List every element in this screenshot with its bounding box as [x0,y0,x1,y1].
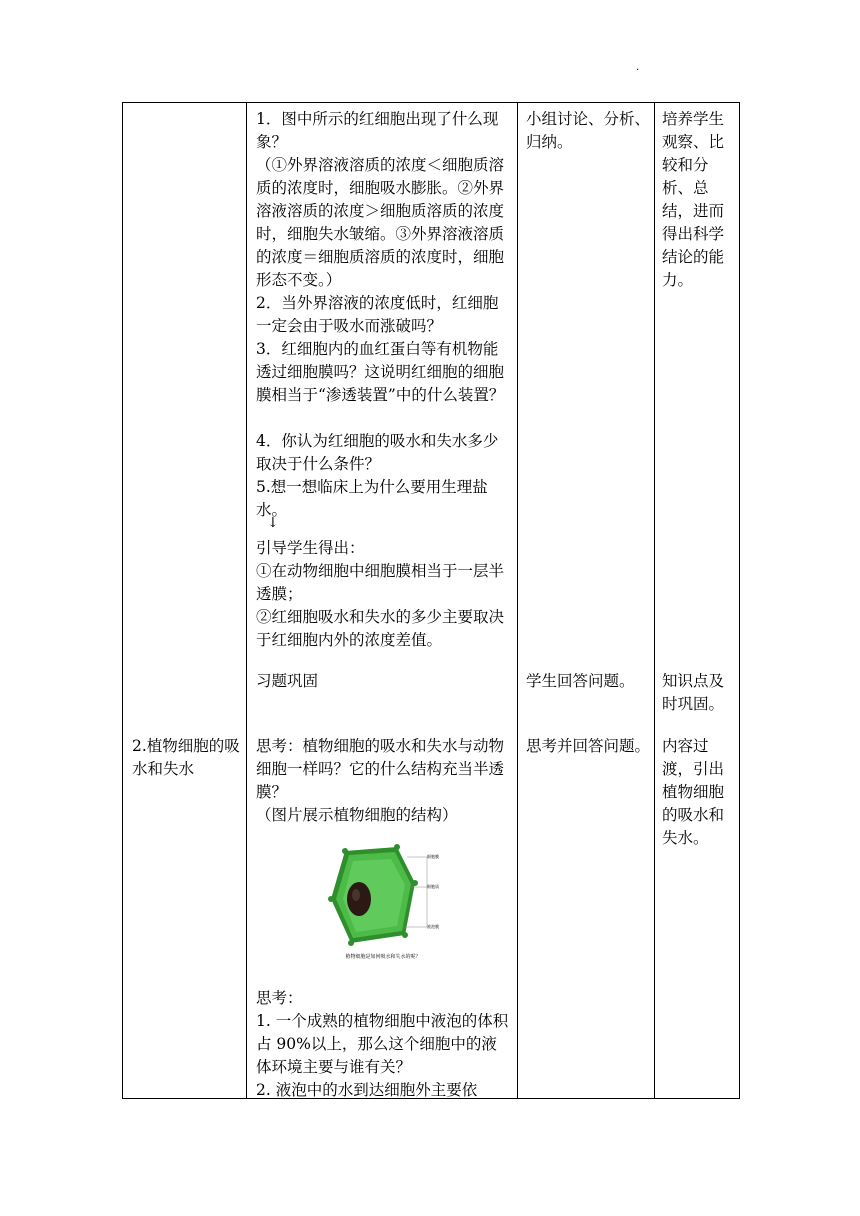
question-2: 2．当外界溶液的浓度低时，红细胞一定会由于吸水而涨破吗？ [256,294,499,335]
guide-point-1: ①在动物细胞中细胞膜相当于一层半透膜； [256,562,505,603]
student-activity-cell [518,103,655,1099]
topic-cell [123,103,247,1099]
image-note: （图片展示植物细胞的结构） [256,806,458,824]
down-arrow-icon: ↓ [267,515,279,531]
student-activity-2: 学生回答问题。 [526,672,635,690]
student-activity-3: 思考并回答问题。 [526,737,651,755]
figure-label-membrane: 细胞膜 [427,854,439,859]
topic-text: 2.植物细胞的吸水和失水 [132,737,240,778]
question-3: 3．红细胞内的血红蛋白等有机物能透过细胞膜吗？这说明红细胞的细胞膜相当于“渗透装置”中的什么装置？ [256,340,505,404]
teacher-activity-cell [247,103,518,1099]
plant-cell-figure [323,843,441,963]
figure-label-tonoplast: 液泡膜 [427,924,439,929]
question-1-answer: （①外界溶液溶质的浓度＜细胞质溶质的浓度时，细胞吸水膨胀。②外界溶液溶质的浓度＞细胞质溶质的浓度时，细胞失水皱缩。③外界溶液溶质的浓度＝细胞质溶质的浓度时，细胞形态不变。） [256,156,505,289]
guide-title: 引导学生得出： [256,539,365,557]
table-row [123,103,740,1099]
question-4: 4．你认为红细胞的吸水和失水多少取决于什么条件？ [256,432,499,473]
plant-cell-illustration [323,843,441,953]
guide-point-2: ②红细胞吸水和失水的多少主要取决于红细胞内外的浓度差值。 [256,608,505,649]
design-intent-2: 知识点及时巩固。 [662,672,725,713]
question-5: 5.想一想临床上为什么要用生理盐水。 [256,478,488,519]
plant-cell-question: 思考：植物细胞的吸水和失水与动物细胞一样吗？它的什么结构充当半透膜？ [256,737,505,801]
lesson-plan-table [122,102,740,1099]
figure-caption: 植物细胞是如何吸水和失水的呢？ [345,954,421,960]
student-activity-1: 小组讨论、分析、归纳。 [526,110,651,151]
figure-label-cytoplasm: 细胞质 [427,884,439,889]
design-intent-3: 内容过渡，引出植物细胞的吸水和失水。 [662,737,725,847]
question-1: 1．图中所示的红细胞出现了什么现象？ [256,110,499,151]
page-marker: . [636,62,640,73]
think-question-2: 2. 液泡中的水到达细胞外主要依 [256,1081,478,1099]
think-title: 思考： [256,989,303,1007]
think-question-1: 1. 一个成熟的植物细胞中液泡的体积占 90%以上，那么这个细胞中的液体环境主要与谁有关？ [256,1012,509,1076]
design-intent-cell [655,103,740,1099]
exercise-label: 习题巩固 [256,672,319,690]
design-intent-1: 培养学生观察、比较和分析、总结，进而得出科学结论的能力。 [662,110,725,289]
